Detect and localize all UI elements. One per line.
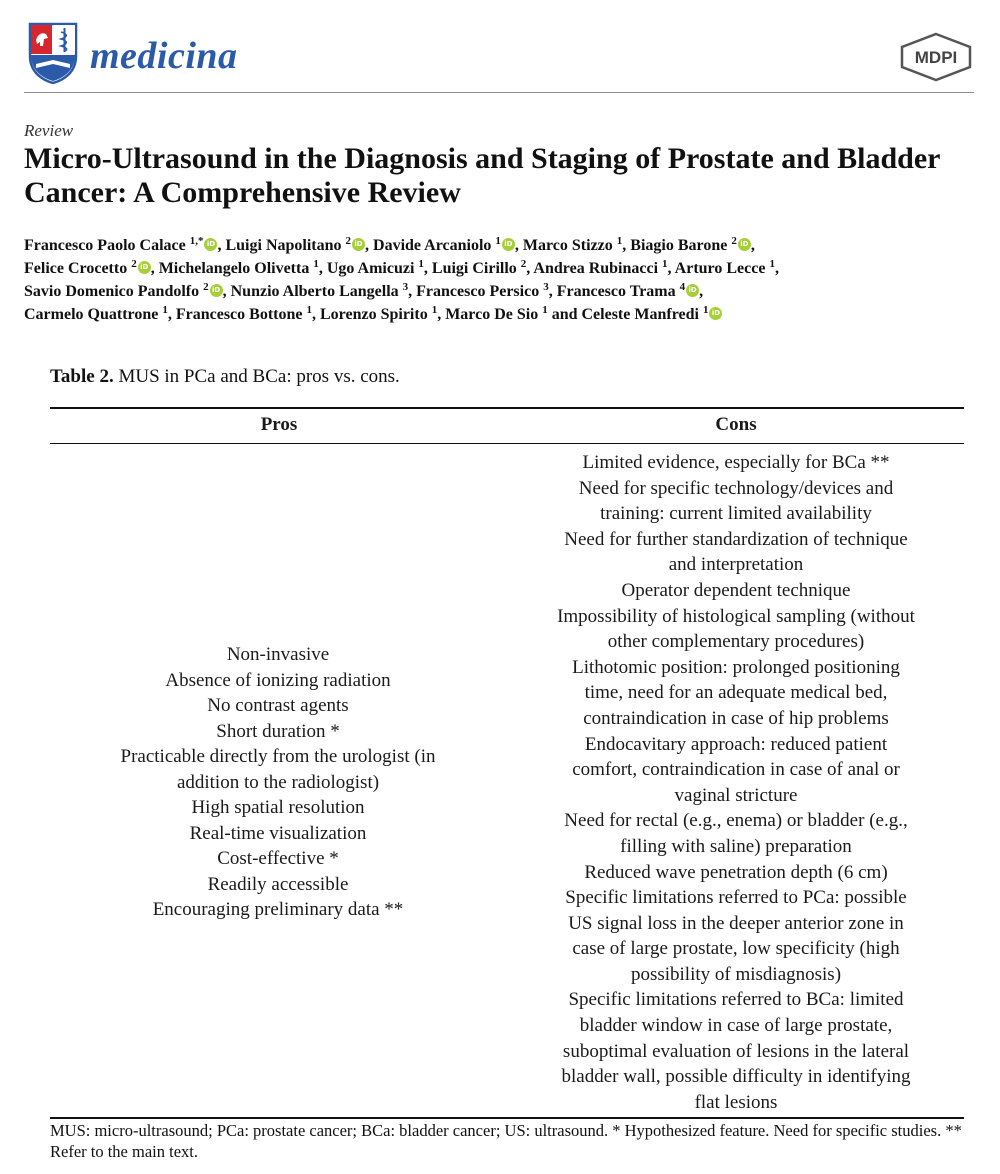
pros-cell	[60, 642, 496, 923]
author-affiliation: 1	[542, 304, 548, 316]
table-cell-line: No contrast agents	[207, 695, 349, 716]
table-cell-line: bladder window in case of large prostate,	[579, 1015, 893, 1037]
table-cell-line: case of large prostate, low specificity (high	[572, 938, 900, 960]
orcid-icon[interactable]: iD	[709, 307, 722, 320]
author-name: Davide Arcaniolo	[373, 237, 492, 254]
table-cell-line: Short duration *	[216, 720, 340, 742]
orcid-icon[interactable]: iD	[210, 284, 223, 297]
table-footnote: MUS: micro-ultrasound; PCa: prostate cancer; BCa: bladder cancer; US: ultrasound. * Hypothesized feature. Need for specific studies. ** Refer to the main text.	[50, 1121, 962, 1161]
author-affiliation: 1	[662, 258, 668, 270]
table-cell-line: Endocavitary approach: reduced patient	[584, 733, 888, 755]
author-name: Marco De Sio	[445, 306, 539, 323]
table-cell-line: Need for specific technology/devices and	[578, 477, 894, 499]
table-cell-line: Impossibility of histological sampling (without	[557, 605, 915, 627]
table-cell-line: contraindication in case of hip problems	[583, 707, 889, 729]
table-cell-line: Lithotomic position: prolonged positioning	[572, 656, 900, 678]
author-affiliation: 3	[543, 281, 549, 293]
author-affiliation: 1	[306, 304, 312, 316]
orcid-icon[interactable]: iD	[502, 238, 515, 251]
article-title: Micro-Ultrasound in the Diagnosis and Staging of Prostate and Bladder Cancer: A Comprehensive Review	[24, 142, 940, 209]
table-cell-line: Readily accessible	[207, 873, 349, 895]
author-name: Francesco Paolo Calace	[24, 237, 186, 254]
table-cell-line: Limited evidence, especially for BCa **	[582, 452, 890, 473]
table-caption	[50, 366, 400, 388]
orcid-icon[interactable]: iD	[352, 238, 365, 251]
author-name: Carmelo Quattrone	[24, 306, 159, 323]
table-cell-line: Encouraging preliminary data **	[152, 899, 404, 920]
table-cell-line: Absence of ionizing radiation	[165, 669, 391, 691]
author-name: Francesco Trama	[556, 283, 676, 300]
author-affiliation: 2	[731, 235, 737, 247]
author-name: Luigi Cirillo	[431, 260, 517, 277]
mdpi-logo-icon	[898, 32, 974, 82]
author-name: Celeste Manfredi	[581, 306, 699, 323]
table-cell-line: High spatial resolution	[191, 797, 365, 818]
table-rule-bottom	[50, 1117, 964, 1119]
author-name: Arturo Lecce	[674, 260, 766, 277]
author-affiliation: 1,*	[189, 235, 204, 247]
author-affiliation: 1	[702, 304, 709, 316]
author-name: Luigi Napolitano	[225, 237, 342, 254]
author-affiliation: 2	[203, 281, 209, 293]
table-rule-top	[50, 407, 964, 409]
journal-name: medicina	[90, 35, 238, 77]
orcid-icon[interactable]: iD	[738, 238, 751, 251]
author-name: Marco Stizzo	[522, 237, 613, 254]
table-cell-line: Operator dependent technique	[621, 579, 851, 601]
author-name: Lorenzo Spirito	[319, 306, 428, 323]
table-cell-line: Need for further standardization of technique	[564, 528, 908, 550]
table-cell-line: other complementary procedures)	[607, 631, 865, 653]
column-header-pros: Pros	[260, 414, 298, 435]
table-cell-line: US signal loss in the deeper anterior zone in	[568, 912, 904, 934]
author-name: Nunzio Alberto Langella	[230, 283, 399, 300]
author-name: Biagio Barone	[630, 237, 728, 254]
table-cell-line: training: current limited availability	[600, 503, 872, 525]
table-cell-line: bladder wall, possible difficulty in identifying	[561, 1066, 911, 1088]
table-cell-line: Real-time visualization	[189, 822, 367, 844]
table-cell-line: time, need for an adequate medical bed,	[584, 682, 888, 704]
author-name: Francesco Persico	[416, 283, 540, 300]
author-affiliation: 2	[520, 258, 527, 270]
table-caption-text: MUS in PCa and BCa: pros vs. cons.	[118, 366, 400, 387]
author-affiliation: 1	[616, 235, 623, 247]
table-cell-line: filling with saline) preparation	[620, 835, 852, 857]
author-name: Savio Domenico Pandolfo	[24, 283, 200, 300]
mdpi-logo-text: MDPI	[914, 48, 958, 67]
author-affiliation: 1	[495, 235, 501, 247]
author-name: Andrea Rubinacci	[533, 260, 659, 277]
orcid-icon[interactable]: iD	[138, 261, 151, 274]
author-affiliation: 1	[418, 258, 424, 270]
author-name: Felice Crocetto	[24, 260, 128, 277]
table-cell-line: possibility of misdiagnosis)	[630, 963, 842, 985]
article-type: Review	[24, 121, 74, 140]
author-name: Francesco Bottone	[175, 306, 303, 323]
table-label: Table 2.	[50, 366, 114, 387]
author-affiliation: 4	[679, 281, 686, 293]
author-affiliation: 1	[431, 304, 438, 316]
table-cell-line: suboptimal evaluation of lesions in the lateral	[562, 1040, 910, 1062]
table-cell-line: Cost-effective *	[217, 848, 339, 869]
author-list: Francesco Paolo Calace $^{1,*}$ iD , Luigi Napolitano $^2$ iD , Davide Arcaniolo $^1$ iD , Marco Stizzo $^1$, Biagio Barone $^2$ iD , Felice Crocetto $^2$ iD , Michelangelo Olivetta $^1$, Ugo Amicuzi $^1$, Luigi Cirillo $^2$, Andrea Rubinacci $^1$, Arturo Lecce $^1$, Savio Domenico Pandolfo $^2$ iD , Nunzio Alberto Langella $^3$, Francesco Persico $^3$, Francesco Trama $^4$ iD , Carmelo Quattrone $^1$, Francesco Bottone $^1$, Lorenzo Spirito $^1$, Marco De Sio $^1$ and Celeste Manfredi $^1$ iD	[24, 235, 779, 323]
table-cell-line: and interpretation	[668, 554, 804, 576]
author-affiliation: 2	[345, 235, 352, 247]
orcid-icon[interactable]: iD	[686, 284, 699, 297]
table-cell-line: addition to the radiologist)	[176, 771, 380, 793]
table-cell-line: Specific limitations referred to BCa: limited	[568, 989, 904, 1011]
author-affiliation: 1	[313, 258, 319, 270]
journal-header	[28, 22, 974, 94]
table-cell-line: Practicable directly from the urologist (in	[120, 746, 436, 767]
author-affiliation: 2	[131, 258, 137, 270]
author-affiliation: 1	[162, 304, 168, 316]
table-cell-line: Specific limitations referred to PCa: possible	[565, 887, 907, 909]
table-cell-line: Reduced wave penetration depth (6 cm)	[584, 861, 888, 883]
table-cell-line: comfort, contraindication in case of anal or	[572, 759, 900, 781]
medicina-logo-icon	[28, 22, 78, 84]
table-cell-line: Need for rectal (e.g., enema) or bladder (e.g.,	[564, 810, 908, 832]
author-name: Michelangelo Olivetta	[158, 260, 310, 277]
author-affiliation: 3	[402, 281, 409, 293]
column-header-cons: Cons	[715, 414, 757, 435]
table-cell-line: flat lesions	[694, 1091, 778, 1113]
author-affiliation: 1	[769, 258, 775, 270]
table-cell-line: vaginal stricture	[674, 784, 798, 806]
author-name: Ugo Amicuzi	[326, 260, 415, 277]
cons-cell	[510, 450, 962, 1115]
table-rule-header	[50, 443, 964, 444]
table-cell-line: Non-invasive	[226, 644, 330, 665]
orcid-icon[interactable]: iD	[204, 238, 217, 251]
header-divider	[24, 92, 974, 93]
